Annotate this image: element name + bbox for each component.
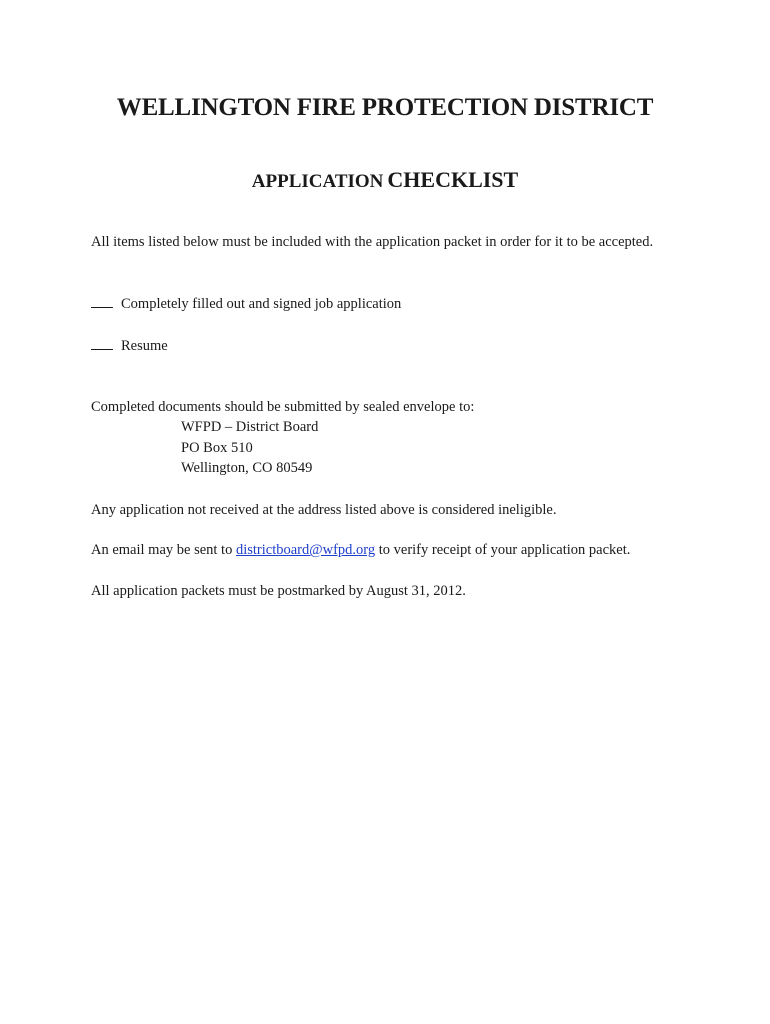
page-subtitle [0,166,770,197]
email-link[interactable]: districtboard@wfpd.org [235,542,376,558]
email-note [91,540,630,560]
checklist-item [91,336,168,356]
checkbox-blank-line[interactable] [91,294,113,308]
checkbox-blank-line[interactable] [91,336,113,350]
address-line-3: Wellington, CO 80549 [181,460,313,476]
intro-paragraph: All items listed below must be included with the application packet in order for it to be accepted. [91,234,654,250]
checklist-item-label: Completely filled out and signed job application [121,296,402,312]
page-title: WELLINGTON FIRE PROTECTION DISTRICT [116,94,654,121]
email-note-prefix: An email may be sent to [91,542,233,558]
subtitle-word-checklist: CHECKLIST [387,167,519,192]
deadline-note: All application packets must be postmarked by August 31, 2012. [91,583,466,599]
address-line-1: WFPD – District Board [181,419,319,435]
checklist-item [91,294,401,314]
email-note-suffix: to verify receipt of your application packet. [378,542,631,558]
ineligible-note: Any application not received at the address listed above is considered ineligible. [91,502,557,518]
checklist-item-label: Resume [121,338,168,354]
address-line-2: PO Box 510 [181,440,253,456]
submission-intro: Completed documents should be submitted by sealed envelope to: [91,399,475,415]
subtitle-word-application: APPLICATION [251,171,384,192]
